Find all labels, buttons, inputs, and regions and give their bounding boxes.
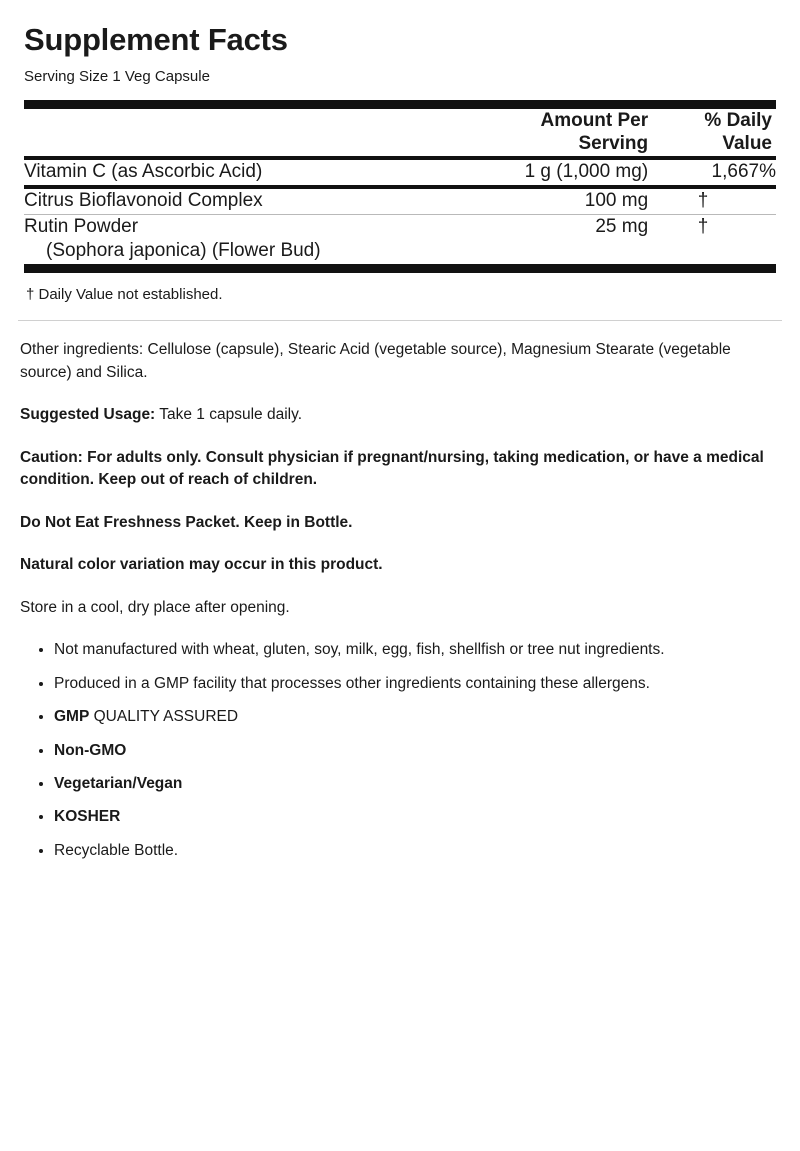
suggested-usage-label: Suggested Usage: — [20, 406, 156, 424]
nutrient-name: Vitamin C (as Ascorbic Acid) — [24, 161, 263, 183]
header-amount-line2: Serving — [578, 133, 649, 155]
header-daily-value — [648, 109, 776, 157]
nutrient-amount: 25 mg — [595, 215, 649, 237]
other-ingredients-text: Other ingredients: Cellulose (capsule), Stearic Acid (vegetable source), Magnesium Stearate (vegetable source) and Silica. — [20, 341, 731, 381]
nutrient-name — [24, 215, 460, 264]
header-dv-line2: Value — [722, 133, 772, 155]
table-row — [24, 189, 776, 214]
panel-bottom-rule — [24, 264, 776, 273]
label-body-copy — [18, 321, 782, 862]
claims-list — [20, 639, 780, 862]
nutrient-row-rutin-table — [24, 215, 776, 264]
table-row — [24, 215, 776, 264]
nutrient-amount: 1 g (1,000 mg) — [524, 161, 649, 183]
color-variation-text: Natural color variation may occur in this product. — [20, 556, 383, 574]
gmp-text: QUALITY ASSURED — [89, 708, 239, 726]
list-item: • Produced in a GMP facility that processes other ingredients containing these allergens. — [54, 673, 780, 695]
nutrient-row-bioflavonoid-table — [24, 189, 776, 214]
daily-value-footnote: † Daily Value not established. — [26, 285, 223, 303]
gmp-lead: GMP — [54, 708, 90, 726]
panel-top-rule — [24, 100, 776, 109]
nutrient-daily-value: † — [697, 189, 709, 211]
list-item — [54, 706, 780, 728]
storage-text: Store in a cool, dry place after opening. — [20, 598, 290, 616]
nutrient-name: Citrus Bioflavonoid Complex — [24, 189, 263, 211]
header-amount-line1: Amount Per — [540, 109, 649, 131]
list-item: • Vegetarian/Vegan — [54, 773, 780, 795]
header-amount-per-serving — [460, 109, 648, 157]
table-header-row — [24, 109, 776, 157]
supplement-facts-panel — [18, 22, 782, 320]
list-item: • KOSHER — [54, 806, 780, 828]
list-item: • Not manufactured with wheat, gluten, soy, milk, egg, fish, shellfish or tree nut ingredients. — [54, 639, 780, 661]
suggested-usage-paragraph — [20, 404, 780, 426]
header-blank-cell — [24, 109, 460, 157]
nutrient-daily-value: † — [697, 215, 709, 237]
suggested-usage-text: Take 1 capsule daily. — [155, 406, 302, 424]
supplement-facts-title: Supplement Facts — [24, 22, 288, 57]
supplement-facts-table — [24, 109, 776, 157]
nutrient-name-main: Rutin Powder — [24, 215, 139, 237]
nutrient-row-vitamin-c-table — [24, 160, 776, 185]
header-dv-line1: % Daily — [704, 109, 772, 131]
list-item: • Non-GMO — [54, 740, 780, 762]
table-row — [24, 160, 776, 185]
nutrient-name-source: (Sophora japonica) (Flower Bud) — [46, 240, 321, 262]
nutrient-daily-value: 1,667% — [711, 161, 776, 183]
caution-text: Caution: For adults only. Consult physician if pregnant/nursing, taking medication, or have a medical condition. Keep out of reach of children. — [20, 448, 764, 489]
list-item: • Recyclable Bottle. — [54, 840, 780, 862]
freshness-packet-text: Do Not Eat Freshness Packet. Keep in Bottle. — [20, 513, 353, 531]
serving-size-text: Serving Size 1 Veg Capsule — [24, 67, 210, 85]
nutrient-amount: 100 mg — [584, 189, 649, 211]
